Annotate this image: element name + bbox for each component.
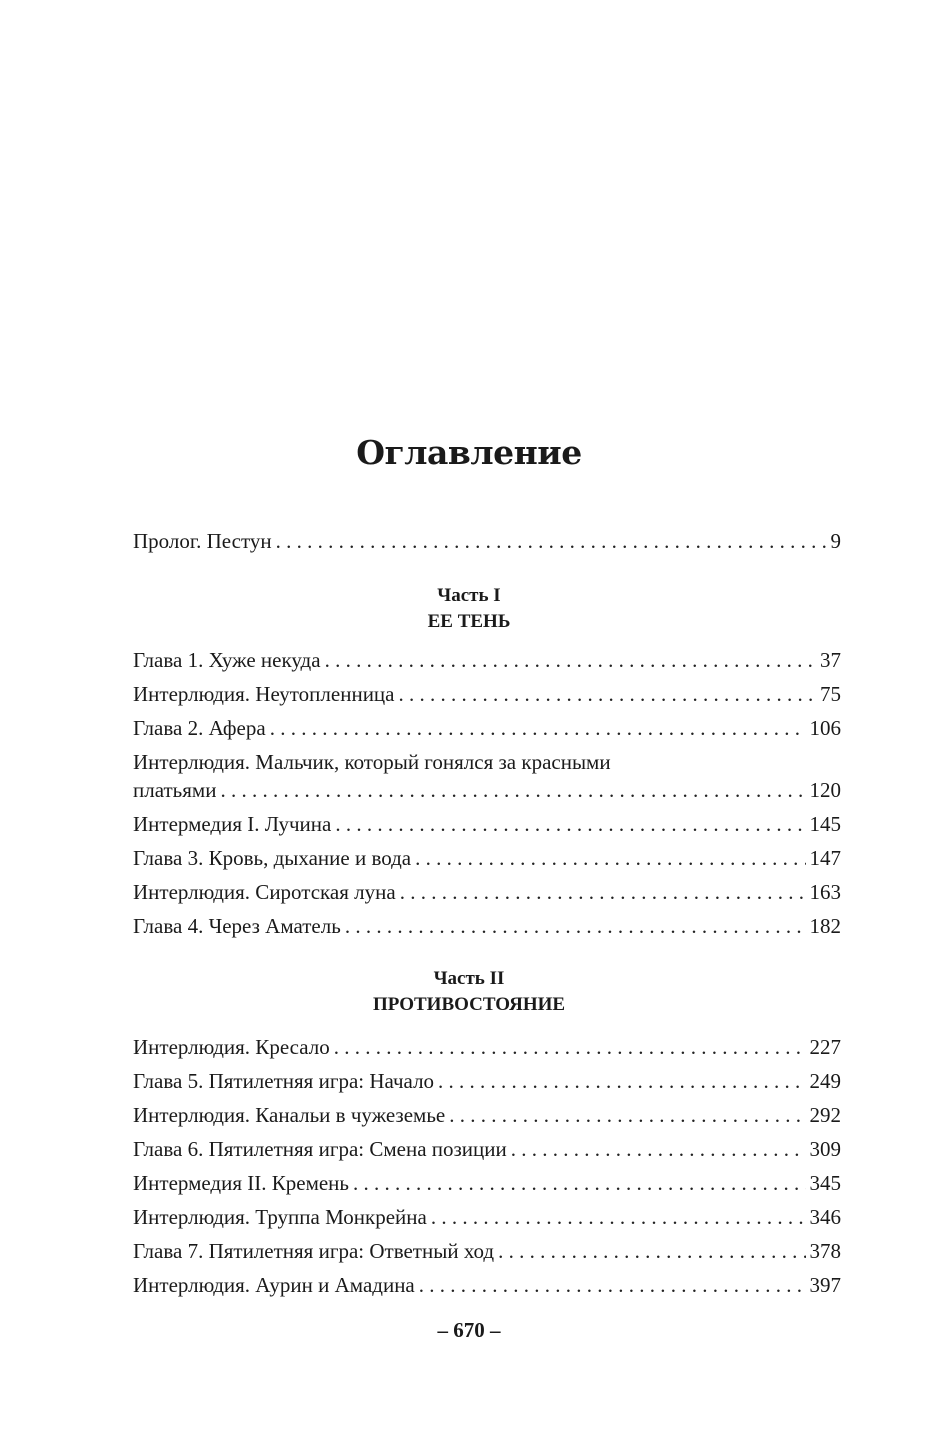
dot-leader [498,1237,805,1265]
toc-entry[interactable] [133,878,841,906]
toc-entry[interactable] [133,1237,841,1265]
dot-leader [419,1271,806,1299]
dot-leader [449,1101,805,1129]
toc-entry[interactable] [133,1067,841,1095]
toc-entry-page: 249 [809,1069,841,1093]
toc-entry-page: 397 [809,1273,841,1297]
toc-entry-page: 75 [820,682,841,706]
toc-entry-label: платьями [133,778,217,802]
toc-entry-label: Интерлюдия. Канальи в чужеземье [133,1103,446,1127]
toc-entry-page: 163 [809,880,841,904]
toc-entry[interactable] [133,810,841,838]
toc-entry[interactable] [133,1169,841,1197]
part-1-label: Часть I [437,585,501,606]
toc-entry-page: 9 [830,529,841,553]
toc-entry-label: Интерлюдия. Труппа Монкрейна [133,1205,427,1229]
dot-leader [399,680,817,708]
toc-entry-label-line1: Интерлюдия. Мальчик, который гонялся за красными [133,750,611,774]
toc-entry[interactable] [133,912,841,940]
toc-entry-page: 346 [809,1205,841,1229]
toc-entry-label: Глава 5. Пятилетняя игра: Начало [133,1069,435,1093]
dot-leader [270,714,806,742]
dot-leader [400,878,806,906]
toc-entry-page: 292 [809,1103,841,1127]
dot-leader [220,776,805,804]
toc-entry[interactable] [133,1033,841,1061]
toc-entry-label: Глава 3. Кровь, дыхание и вода [133,846,412,870]
toc-entry-label: Интерлюдия. Кресало [133,1035,330,1059]
dot-leader [353,1169,806,1197]
dot-leader [325,646,816,674]
page-title: Оглавление [356,433,582,472]
toc-entry[interactable] [133,1271,841,1299]
page-number: – 670 – [437,1318,501,1342]
toc-entry[interactable] [133,714,841,742]
toc-entry-page: 227 [809,1035,841,1059]
toc-entry[interactable] [133,844,841,872]
toc-entry-page: 120 [809,778,841,802]
dot-leader [335,810,805,838]
toc-entry-label: Глава 4. Через Аматель [133,914,341,938]
toc-entry-page: 106 [809,716,841,740]
dot-leader [431,1203,806,1231]
toc-entry-label: Интерлюдия. Аурин и Амадина [133,1273,415,1297]
toc-entry-page: 345 [809,1171,841,1195]
dot-leader [334,1033,806,1061]
toc-entry-page: 309 [809,1137,841,1161]
toc-entry[interactable] [133,1135,841,1163]
toc-entry[interactable] [133,646,841,674]
toc-entry-label: Глава 2. Афера [133,716,266,740]
toc-entry-label: Интерлюдия. Неутопленница [133,682,395,706]
toc-entry-page: 147 [809,846,841,870]
dot-leader [415,844,805,872]
dot-leader [276,527,827,555]
part-2-title: ПРОТИВОСТОЯНИЕ [372,994,566,1015]
toc-entry-prologue[interactable] [133,527,841,555]
part-2-label: Часть II [433,968,505,989]
toc-entry-label: Интермедия I. Лучина [133,812,332,836]
toc-entry-label: Глава 7. Пятилетняя игра: Ответный ход [133,1239,495,1263]
dot-leader [345,912,806,940]
toc-entry-page: 37 [820,648,841,672]
toc-entry-page: 145 [809,812,841,836]
dot-leader [511,1135,806,1163]
toc-entry[interactable] [133,680,841,708]
part-1-title: ЕЕ ТЕНЬ [427,611,511,632]
toc-entry-label: Пролог. Пестун [133,529,272,553]
toc-entry[interactable] [133,1101,841,1129]
dot-leader [438,1067,805,1095]
toc-entry-page: 182 [809,914,841,938]
toc-entry[interactable] [133,748,841,804]
toc-entry-page: 378 [809,1239,841,1263]
toc-entry-label: Интерлюдия. Сиротская луна [133,880,396,904]
toc-entry-label: Глава 6. Пятилетняя игра: Смена позиции [133,1137,507,1161]
toc-entry-label: Глава 1. Хуже некуда [133,648,321,672]
toc-entry-label: Интермедия II. Кремень [133,1171,349,1195]
toc-entry[interactable] [133,1203,841,1231]
